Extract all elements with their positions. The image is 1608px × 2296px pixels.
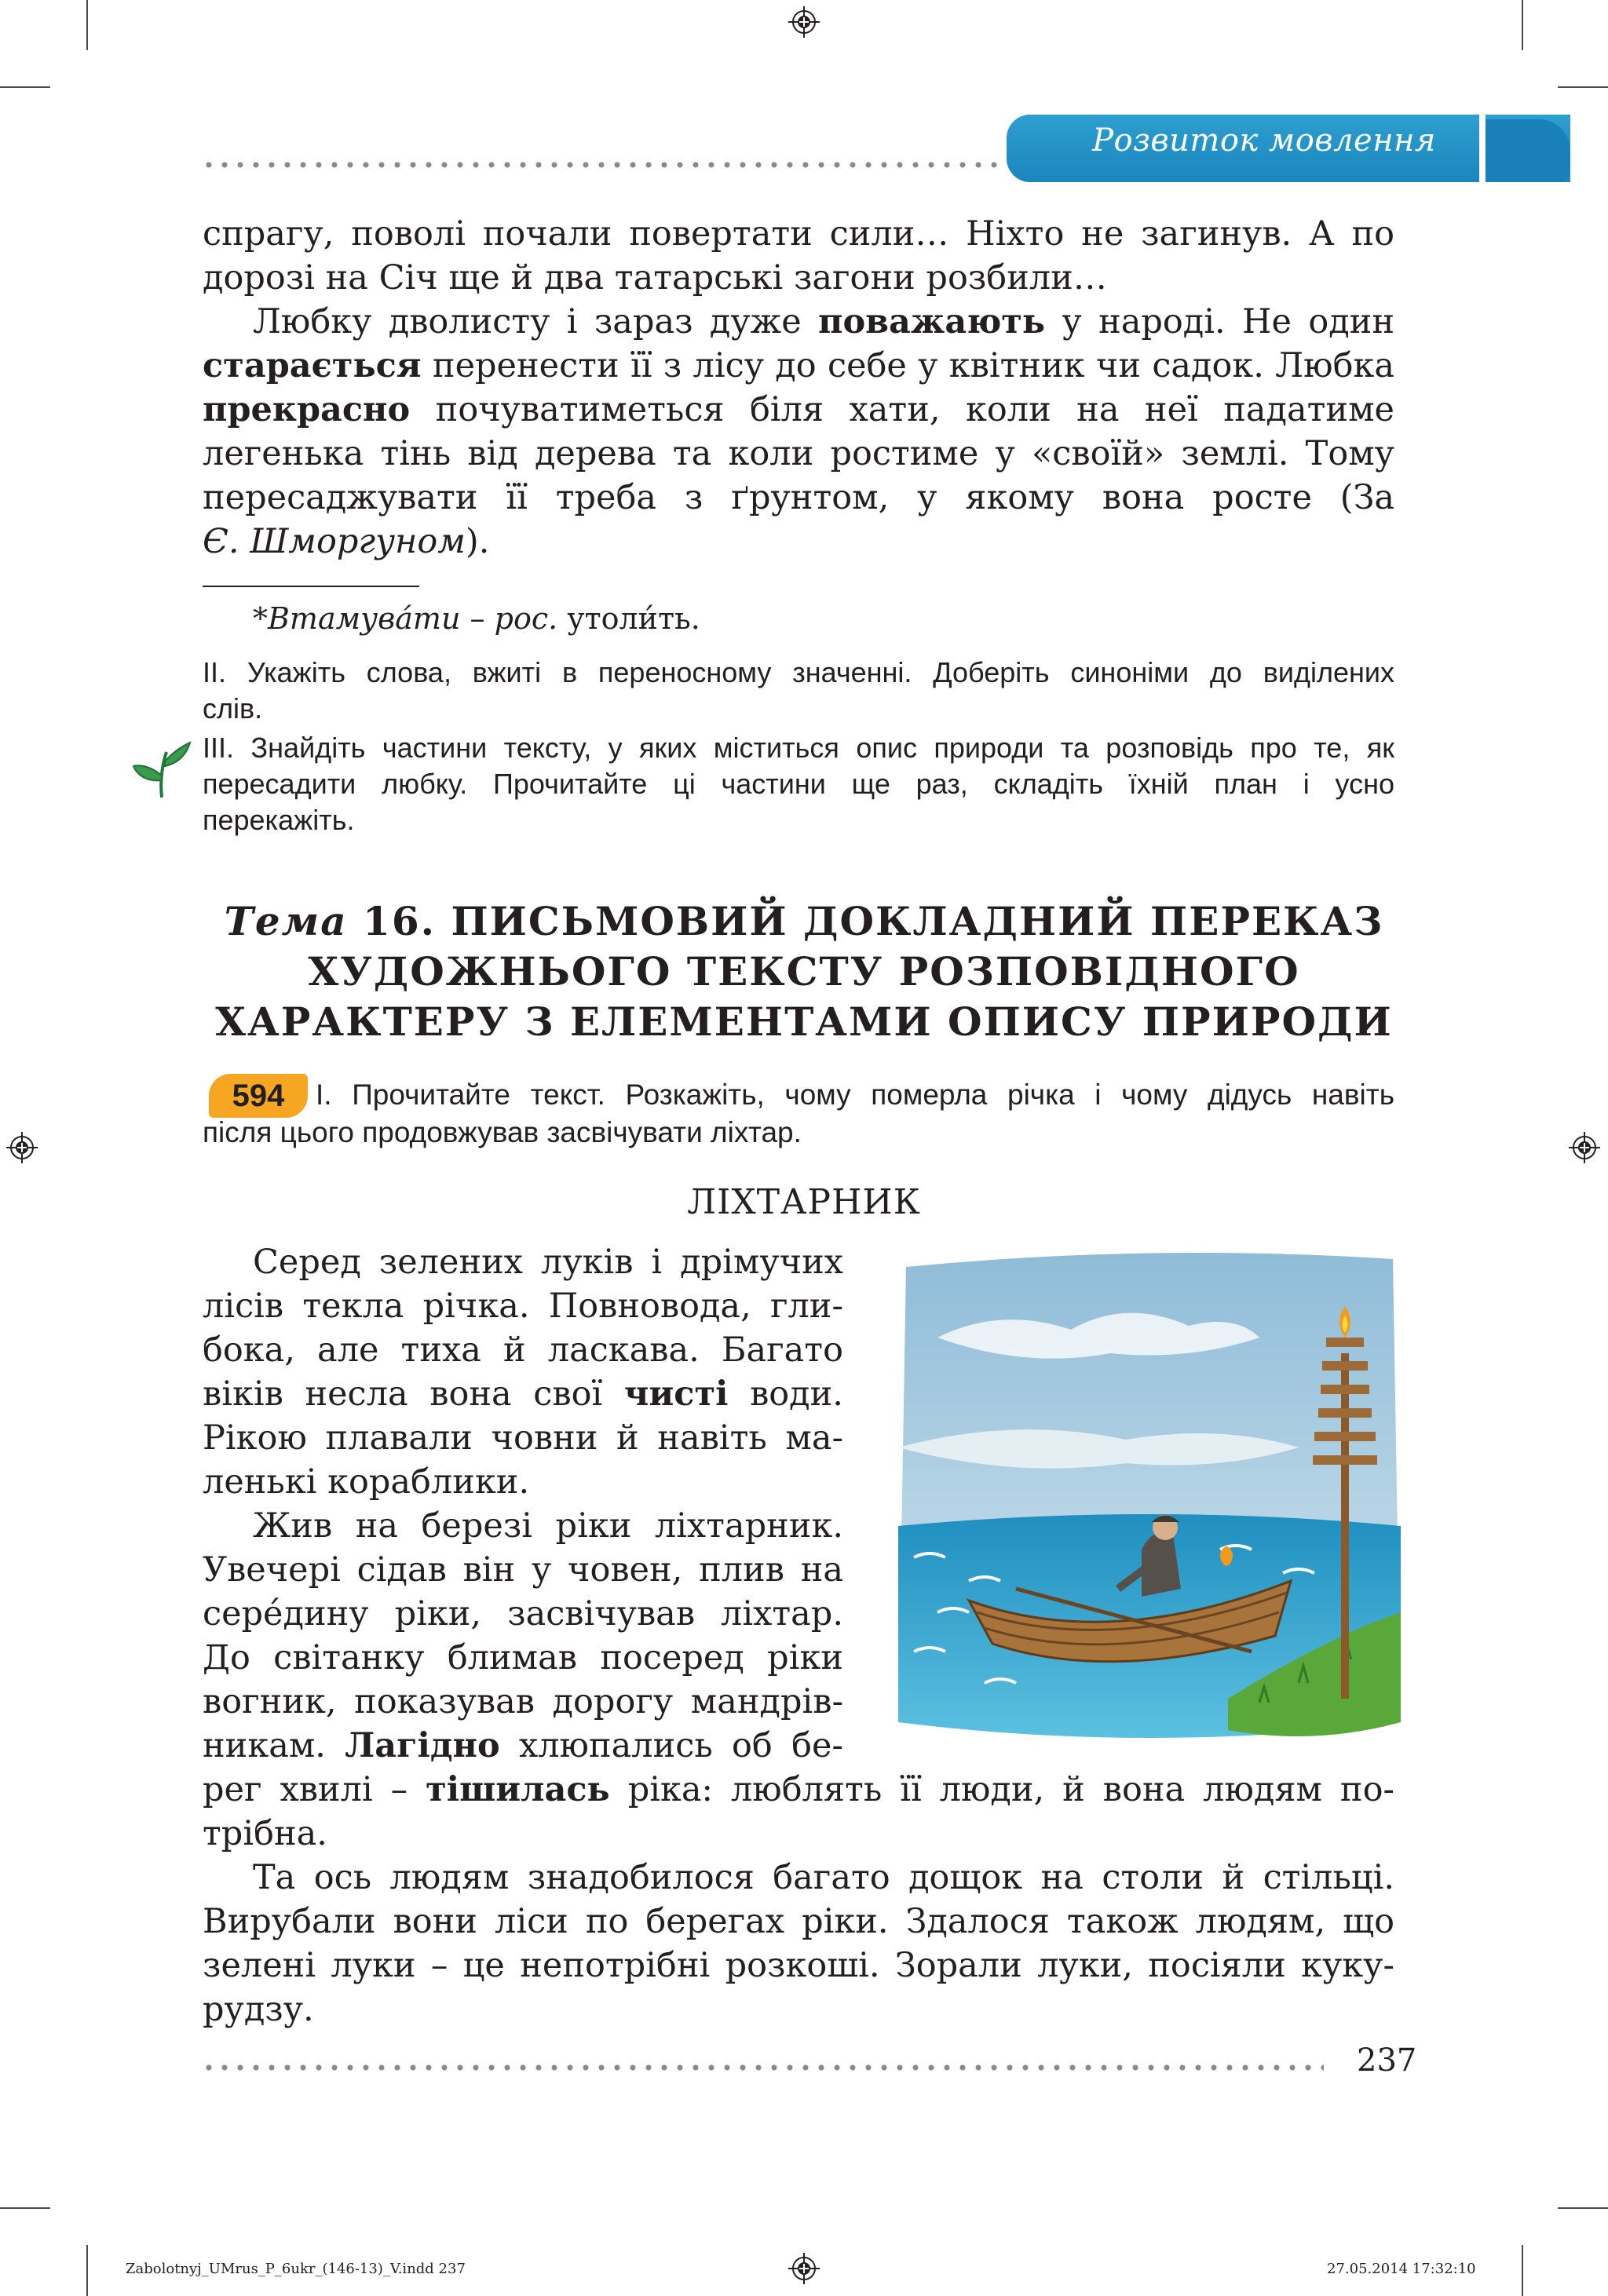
highlighted-word: Лагідно	[345, 1726, 500, 1765]
task-3: III. Знайдіть частини тексту, у яких міститься опис природи та розповідь про те, як	[203, 732, 1394, 764]
registration-mark-icon	[788, 2253, 820, 2284]
text-line: старається перенести її з лісу до себе у квітник чи садок. Любка	[203, 346, 1395, 385]
story-title: ЛІХТАРНИК	[687, 1182, 921, 1222]
crop-mark	[0, 2207, 50, 2209]
topic-heading-line: ХАРАКТЕРУ З ЕЛЕМЕНТАМИ ОПИСУ ПРИРОДИ	[215, 998, 1393, 1045]
task-3-line: перекажіть.	[203, 804, 355, 836]
task-2: II. Укажіть слова, вжиті в переносному значенні. Доберіть синоніми до виділених	[203, 656, 1394, 688]
crop-mark	[1558, 2207, 1608, 2209]
text-line: Та ось людям знадобилося багато дощок на столи й стільці.	[253, 1858, 1394, 1897]
crop-mark	[0, 86, 50, 88]
topic-prefix: Тема	[224, 898, 348, 944]
task-2-continued: слів.	[203, 692, 263, 725]
highlighted-word: чисті	[623, 1374, 729, 1414]
topic-heading-line: ХУДОЖНЬОГО ТЕКСТУ РОЗПОВІДНОГО	[308, 948, 1300, 995]
text-line: зелені луки – це непотрібні розкоші. Зорали луки, посіяли куку-	[203, 1946, 1394, 1985]
topic-number: 16.	[363, 898, 437, 944]
section-title: Розвиток мовлення	[1092, 122, 1436, 159]
text-line: Увечері сідав він у човен, плив на	[203, 1550, 843, 1590]
highlighted-word: поважають	[818, 302, 1046, 341]
leaf-icon	[130, 735, 193, 805]
text-line: рег хвилі – тішилась ріка: люблять її люди, й вона людям по-	[203, 1770, 1395, 1809]
footnote-rule	[203, 586, 419, 587]
exercise-instruction: І. Прочитайте текст. Розкажіть, чому померла річка і чому дідусь навіть	[316, 1079, 1394, 1111]
registration-mark-icon	[788, 6, 820, 38]
text-line: Любку дволисту і зараз дуже поважають у народі. Не один	[253, 302, 1395, 341]
exercise-instruction-line: після цього продовжував засвічувати ліхтар.	[203, 1116, 802, 1148]
text-line: сере́дину ріки, засвічував ліхтар.	[203, 1594, 843, 1633]
exercise-number-badge: 594	[209, 1074, 308, 1118]
crop-mark	[86, 0, 88, 50]
text-line: легенька тінь від дерева та коли ростиме у «своїй» землі. Тому	[203, 434, 1394, 473]
text-line: ленькі кораблики.	[203, 1462, 530, 1502]
text-line: Є. Шморгуном).	[203, 522, 490, 561]
text-line: трібна.	[203, 1814, 327, 1853]
text-line: никам. Лагідно хлюпались об бе-	[203, 1726, 843, 1765]
registration-mark-icon	[1569, 1132, 1600, 1163]
text-line: Вирубали вони ліси по берегах ріки. Здалося також людям, що	[203, 1902, 1394, 1941]
crop-mark	[1522, 0, 1523, 50]
highlighted-word: прекрасно	[203, 390, 411, 429]
lamplighter-illustration	[890, 1243, 1405, 1754]
print-slug-date: 27.05.2014 17:32:10	[1327, 2261, 1476, 2277]
text-line: прекрасно почуватиметься біля хати, коли на неї падатиме	[203, 390, 1394, 429]
text-line: віків несла вона свої чисті води.	[203, 1374, 843, 1414]
text-line: дорозі на Січ ще й два татарські загони розбили…	[203, 258, 1107, 297]
text-line: Жив на березі ріки ліхтарник.	[253, 1506, 843, 1546]
topic-heading: Тема 16. ПИСЬМОВИЙ ДОКЛАДНИЙ ПЕРЕКАЗ	[224, 898, 1384, 944]
text-line: До світанку блимав посеред ріки	[203, 1638, 843, 1677]
task-3-line: пересадити любку. Прочитайте ці частини ще раз, складіть їхній план і усно	[203, 768, 1394, 800]
author-name: Є. Шморгуном	[203, 522, 466, 561]
text-line: бока, але тиха й ласкава. Багато	[203, 1331, 843, 1370]
text-line: спрагу, поволі почали повертати сили… Ніхто не загинув. А по	[203, 214, 1394, 254]
page-number: 237	[1357, 2042, 1417, 2079]
footnote: *Втамува́ти – рос. утоли́ть.	[253, 601, 700, 636]
registration-mark-icon	[6, 1132, 38, 1163]
text-line: пересаджувати її треба з ґрунтом, у якому вона росте (За	[203, 478, 1394, 517]
print-slug-file: Zabolotnyj_UMrus_P_6ukr_(146-13)_V.indd 237	[126, 2261, 466, 2277]
highlighted-word: старається	[203, 346, 422, 385]
crop-mark	[1558, 86, 1608, 88]
highlighted-word: тішилась	[426, 1770, 610, 1809]
text-line: рудзу.	[203, 1990, 314, 2029]
crop-mark	[86, 2245, 88, 2296]
text-line: Рікою плавали човни й навіть ма-	[203, 1418, 843, 1458]
text-line: Серед зелених луків і дрімучих	[253, 1243, 843, 1282]
crop-mark	[1522, 2245, 1523, 2296]
footer-dotted-rule	[201, 2064, 1324, 2071]
header-dotted-rule	[201, 162, 997, 168]
text-line: лісів текла річка. Повновода, гли-	[203, 1287, 843, 1326]
section-tab-end	[1482, 119, 1570, 182]
text-line: вогник, показував дорогу мандрів-	[203, 1682, 843, 1721]
